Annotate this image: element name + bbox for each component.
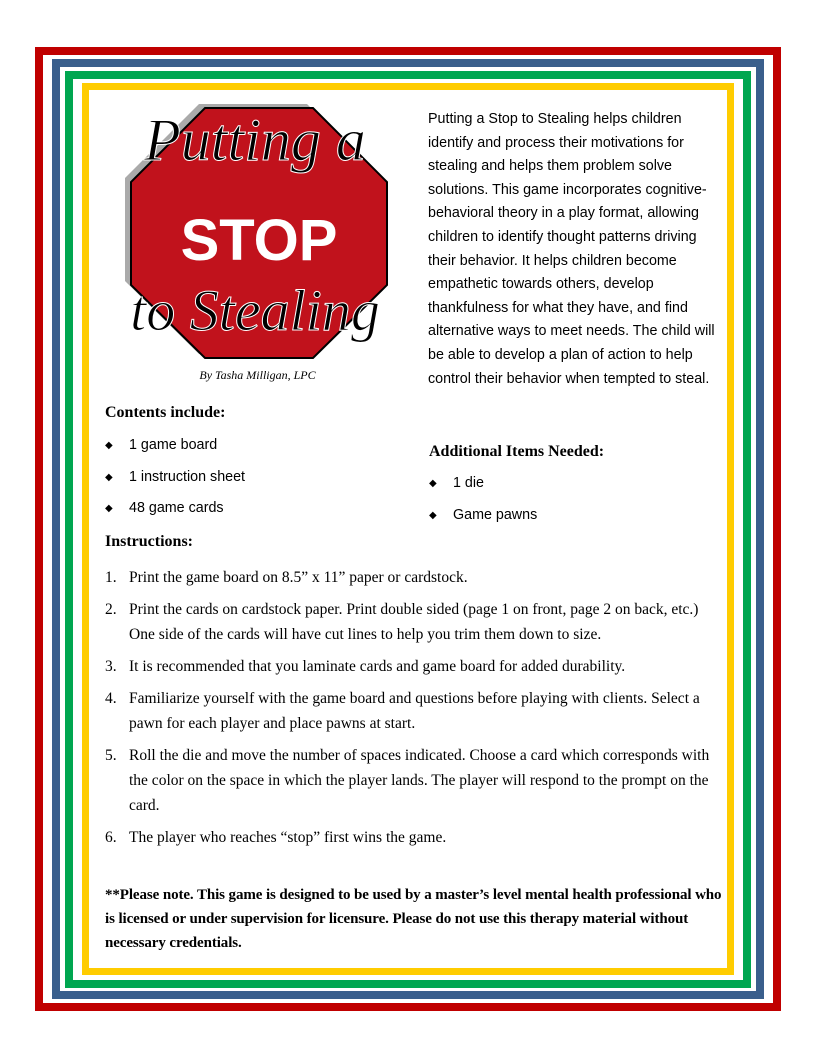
logo-line2: to Stealing [130,278,380,343]
additional-heading: Additional Items Needed: [429,443,605,460]
diamond-bullet-icon: ◆ [105,503,113,514]
diamond-bullet-icon: ◆ [105,471,113,483]
description: Putting a Stop to Stealing helps children identify and process their motivations for stealing and helps them problem solve solutions. This game incorporates cognitive-behavioral theory in a play format, allowing children to identify thought patterns driving their behavior. It helps children become empathetic towards others, develop thankfulness for what they have, and find alternative ways to meet needs. The child will be able to develop a plan of action to help control their behavior when tempted to steal. [428,111,715,387]
disclaimer-note: **Please note. This game is designed to be used by a master’s level mental health professional who is licensed or under supervision for licensure. Please do not use this therapy material without necessary credentials. [105,887,722,951]
logo-line1: Putting a [144,107,366,173]
instructions-heading: Instructions: [105,533,194,550]
additional-list [429,475,537,538]
byline: By Tasha Milligan, LPC [199,368,316,382]
list-item: ◆ 1 instruction sheet [105,469,245,501]
instruction-step: 5. Roll the die and move the number of spaces indicated. Choose a card which corresponds with the color on the space in which the player lands. The player will respond to the prompt on the card. [105,747,710,814]
instruction-step: 3. It is recommended that you laminate cards and game board for added durability. [105,658,626,675]
list-item: ◆ 1 die [429,475,537,507]
list-item: ◆ Game pawns [429,507,537,539]
diamond-bullet-icon: ◆ [429,478,437,489]
logo-stop: STOP [180,208,338,273]
instruction-step: 4. Familiarize yourself with the game board and questions before playing with clients. Select a pawn for each player and place pawns at start. [105,690,700,732]
stop-sign-logo [105,100,410,365]
diamond-bullet-icon: ◆ [105,440,113,451]
list-item: ◆ 1 game board [105,437,245,469]
instruction-step: 6. The player who reaches “stop” first wins the game. [105,829,447,846]
contents-list [105,437,245,532]
diamond-bullet-icon: ◆ [429,509,437,521]
contents-heading: Contents include: [105,404,226,421]
instruction-step: 1. Print the game board on 8.5” x 11” paper or cardstock. [105,569,468,586]
list-item: ◆ 48 game cards [105,500,245,532]
instruction-step: 2. Print the cards on cardstock paper. Print double sided (page 1 on front, page 2 on back, etc.) One side of the cards will have cut lines to help you trim them down to size. [105,601,699,643]
instructions-list [105,565,725,857]
